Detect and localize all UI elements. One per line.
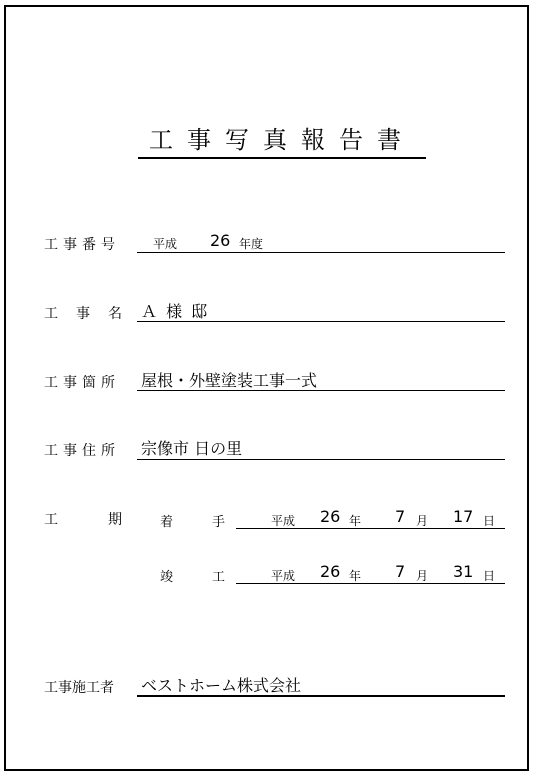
contractor-value: ベストホーム株式会社	[141, 676, 302, 695]
start-day: 17	[453, 507, 474, 526]
work-number-underline	[137, 252, 505, 253]
start-label-1: 着	[160, 515, 174, 530]
work-name-label-1: 工	[44, 306, 58, 322]
work-name-label-3: 名	[108, 306, 122, 322]
end-day-unit: 日	[483, 569, 496, 583]
start-day-unit: 日	[483, 514, 496, 528]
end-label-1: 竣	[160, 570, 174, 585]
start-date-underline	[236, 528, 505, 529]
start-era: 平成	[271, 514, 296, 528]
end-date-underline	[236, 583, 505, 584]
work-number-era: 平成	[153, 237, 178, 251]
contractor-underline	[137, 695, 505, 697]
work-address-value: 宗像市 日の里	[141, 439, 243, 458]
end-month-unit: 月	[416, 569, 429, 583]
start-label-2: 手	[212, 515, 226, 530]
start-year: 26	[320, 507, 341, 526]
work-address-label: 工事住所	[44, 443, 120, 459]
work-number-suffix: 年度	[239, 237, 264, 251]
work-name-underline	[137, 321, 505, 322]
start-month-unit: 月	[416, 514, 429, 528]
end-era: 平成	[271, 569, 296, 583]
work-address-underline	[137, 459, 505, 460]
work-period-label-1: 工	[44, 512, 58, 528]
end-label-2: 工	[212, 570, 226, 585]
work-location-label: 工事箇所	[44, 375, 120, 391]
end-month: 7	[395, 562, 406, 581]
work-name-label-2: 事	[76, 306, 90, 322]
end-year-unit: 年	[349, 569, 362, 583]
document-title: 工事写真報告書	[138, 120, 426, 159]
work-name-value: Ａ 様 邸	[141, 302, 210, 321]
end-year: 26	[320, 562, 341, 581]
work-period-label-2: 期	[108, 512, 122, 528]
work-location-underline	[137, 390, 505, 391]
contractor-label: 工事施工者	[44, 680, 114, 696]
work-number-label: 工事番号	[44, 237, 120, 253]
work-location-value: 屋根・外壁塗装工事一式	[141, 371, 318, 390]
end-day: 31	[453, 562, 474, 581]
work-number-year: 26	[210, 231, 231, 250]
start-month: 7	[395, 507, 406, 526]
start-year-unit: 年	[349, 514, 362, 528]
